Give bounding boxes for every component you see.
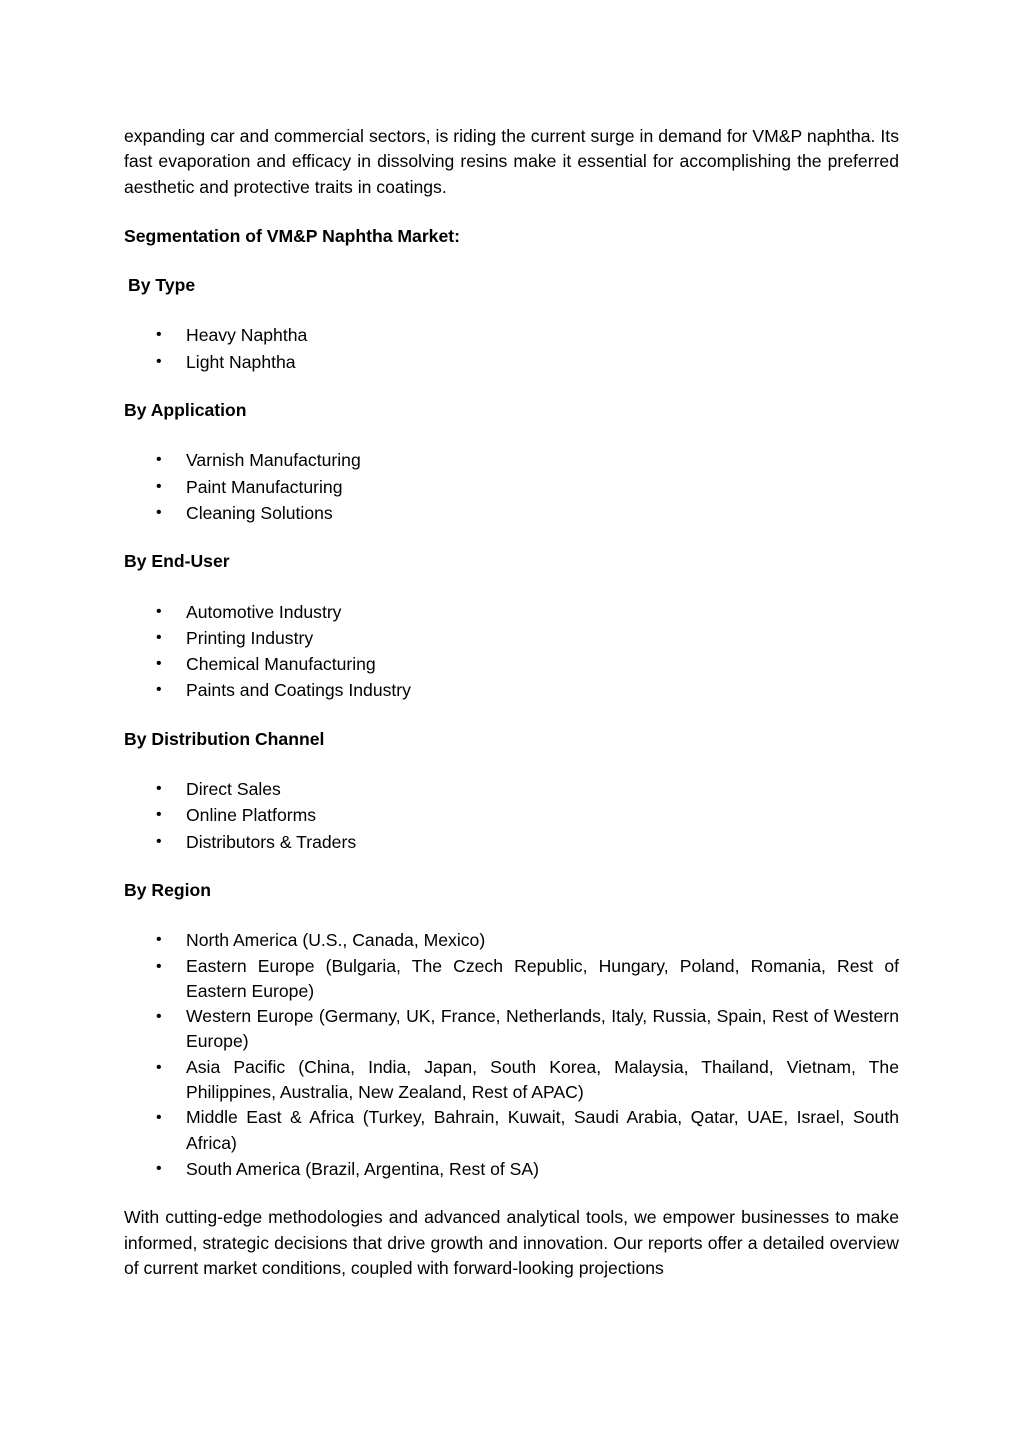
list-item [124, 474, 899, 500]
list-item [124, 954, 899, 1005]
bullet-icon: • [156, 352, 162, 370]
list-item-text: Distributors & Traders [186, 831, 357, 852]
intro-paragraph: expanding car and commercial sectors, is riding the current surge in demand for VM&P naphtha. Its fast evaporation and efficacy in dissolving resins make it essential for accomplishing the preferred aesthetic and protective traits in coatings. [124, 126, 899, 197]
list-item [124, 1004, 899, 1055]
bullet-icon: • [156, 832, 162, 850]
bullet-icon: • [156, 503, 162, 521]
list-item-text: Light Naphtha [186, 351, 296, 372]
document-page [124, 124, 899, 1281]
list-item-text: North America (U.S., Canada, Mexico) [186, 930, 486, 951]
list-item [124, 1156, 899, 1182]
bullet-icon: • [156, 1058, 162, 1076]
list-item [124, 677, 899, 703]
section-heading-region: By Region [124, 879, 211, 900]
bullet-icon: • [156, 1008, 162, 1026]
list-item [124, 625, 899, 651]
list-item [124, 927, 899, 953]
list-item [124, 599, 899, 625]
bullet-icon: • [156, 780, 162, 798]
application-list [124, 447, 899, 526]
bullet-icon: • [156, 681, 162, 699]
list-item-text: Cleaning Solutions [186, 502, 333, 523]
list-item [124, 802, 899, 828]
list-item [124, 1105, 899, 1156]
bullet-icon: • [156, 1159, 162, 1177]
section-heading-end-user: By End-User [124, 551, 230, 572]
list-item-text: Varnish Manufacturing [186, 450, 361, 471]
bullet-icon: • [156, 931, 162, 949]
list-item [124, 776, 899, 802]
list-item [124, 829, 899, 855]
closing-paragraph: With cutting-edge methodologies and advanced analytical tools, we empower businesses to make informed, strategic decisions that drive growth and innovation. Our reports offer a detailed overview of current market conditions, coupled with forward-looking projections [124, 1207, 899, 1278]
bullet-icon: • [156, 477, 162, 495]
list-item-text: Online Platforms [186, 805, 317, 826]
list-item-text: Middle East & Africa (Turkey, Bahrain, Kuwait, Saudi Arabia, Qatar, UAE, Israel, South Africa) [186, 1107, 899, 1153]
bullet-icon: • [156, 957, 162, 975]
list-item-text: Asia Pacific (China, India, Japan, South Korea, Malaysia, Thailand, Vietnam, The Philippines, Australia, New Zealand, Rest of APAC) [186, 1056, 899, 1103]
list-item [124, 447, 899, 473]
list-item-text: Automotive Industry [186, 601, 342, 622]
region-list [124, 927, 899, 1182]
list-item [124, 651, 899, 677]
list-item-text: Chemical Manufacturing [186, 654, 376, 675]
list-item-text: Printing Industry [186, 627, 314, 648]
list-item [124, 322, 899, 348]
section-heading-type: By Type [128, 275, 196, 296]
list-item-text: Direct Sales [186, 779, 281, 800]
bullet-icon: • [156, 1109, 162, 1127]
list-item-text: Eastern Europe (Bulgaria, The Czech Republic, Hungary, Poland, Romania, Rest of Eastern Europe) [186, 955, 899, 1001]
bullet-icon: • [156, 451, 162, 469]
list-item-text: Paints and Coatings Industry [186, 680, 411, 701]
list-item [124, 349, 899, 375]
distribution-channel-list [124, 776, 899, 855]
list-item-text: Paint Manufacturing [186, 476, 343, 497]
segmentation-title: Segmentation of VM&P Naphtha Market: [124, 225, 460, 246]
bullet-icon: • [156, 602, 162, 620]
list-item-text: South America (Brazil, Argentina, Rest of SA) [186, 1158, 540, 1179]
list-item-text: Western Europe (Germany, UK, France, Netherlands, Italy, Russia, Spain, Rest of Western Europe) [186, 1006, 899, 1052]
list-item [124, 1055, 899, 1106]
list-item [124, 500, 899, 526]
section-heading-distribution-channel: By Distribution Channel [124, 728, 325, 749]
bullet-icon: • [156, 806, 162, 824]
list-item-text: Heavy Naphtha [186, 325, 308, 346]
section-heading-application: By Application [124, 400, 247, 421]
bullet-icon: • [156, 326, 162, 344]
type-list [124, 322, 899, 375]
bullet-icon: • [156, 655, 162, 673]
bullet-icon: • [156, 628, 162, 646]
end-user-list [124, 599, 899, 704]
